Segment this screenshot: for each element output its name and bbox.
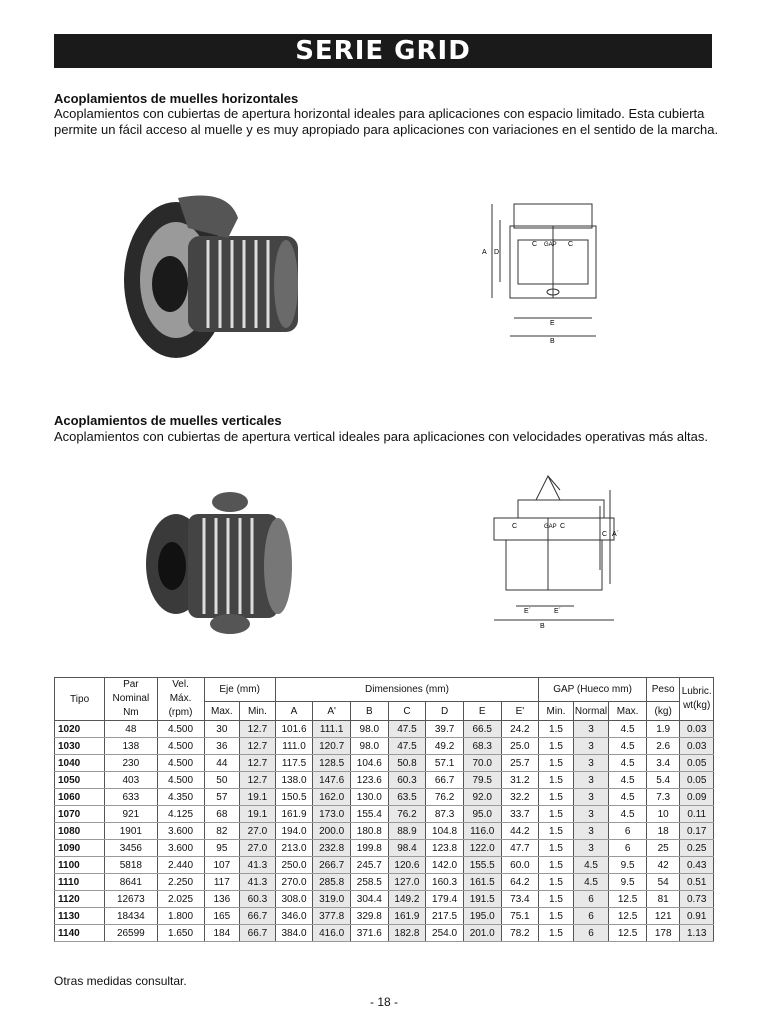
table-cell: 73.4 [501, 891, 539, 908]
dim-label-b: B [550, 338, 555, 345]
table-cell: 12.7 [240, 738, 276, 755]
table-row [55, 874, 714, 891]
table-cell: 101.6 [275, 721, 313, 738]
table-cell: 3 [573, 738, 609, 755]
table-cell: 104.6 [350, 755, 388, 772]
table-cell: 4.500 [157, 755, 204, 772]
table-cell-tipo: 1120 [55, 891, 105, 908]
table-cell: 60.3 [388, 772, 426, 789]
table-cell: 258.5 [350, 874, 388, 891]
header-vel: Vel. Máx. (rpm) [157, 678, 204, 721]
table-cell: 33.7 [501, 806, 539, 823]
header-dim-b: B [350, 702, 388, 721]
table-cell: 4.5 [609, 806, 647, 823]
table-row [55, 891, 714, 908]
table-cell: 12673 [105, 891, 157, 908]
horizontal-coupling-photo [118, 188, 298, 360]
table-cell: 88.9 [388, 823, 426, 840]
table-cell: 60.0 [501, 857, 539, 874]
table-cell: 122.0 [463, 840, 501, 857]
table-cell: 76.2 [426, 789, 464, 806]
table-cell: 25.0 [501, 738, 539, 755]
table-cell: 98.4 [388, 840, 426, 857]
table-cell: 116.0 [463, 823, 501, 840]
table-cell: 120.7 [313, 738, 351, 755]
table-cell: 0.05 [680, 772, 714, 789]
header-par: Par Nominal Nm [105, 678, 157, 721]
header-eje-min: Min. [240, 702, 276, 721]
dim-label-e-prime-2: E´ [554, 608, 561, 615]
table-cell: 66.7 [426, 772, 464, 789]
table-cell: 3 [573, 755, 609, 772]
table-cell: 155.5 [463, 857, 501, 874]
table-cell: 3 [573, 789, 609, 806]
table-cell: 199.8 [350, 840, 388, 857]
table-cell: 1.5 [539, 925, 574, 942]
dim-label-gap: GAP [544, 242, 557, 248]
table-cell: 6 [609, 840, 647, 857]
table-cell: 47.5 [388, 738, 426, 755]
table-cell: 44 [204, 755, 240, 772]
table-cell: 95 [204, 840, 240, 857]
table-cell: 3456 [105, 840, 157, 857]
table-cell: 1.5 [539, 840, 574, 857]
table-cell: 266.7 [313, 857, 351, 874]
dim-label-c-right: C [602, 531, 608, 538]
table-cell: 98.0 [350, 721, 388, 738]
dim-label-c2: C [560, 523, 566, 530]
table-cell: 10 [646, 806, 679, 823]
table-cell: 377.8 [313, 908, 351, 925]
table-cell: 4.5 [573, 857, 609, 874]
table-cell: 4.125 [157, 806, 204, 823]
table-cell: 201.0 [463, 925, 501, 942]
table-cell: 147.6 [313, 772, 351, 789]
table-cell: 230 [105, 755, 157, 772]
table-cell: 50.8 [388, 755, 426, 772]
table-cell: 63.5 [388, 789, 426, 806]
table-cell: 1.5 [539, 857, 574, 874]
specs-table [54, 677, 714, 942]
table-cell: 57 [204, 789, 240, 806]
table-row [55, 840, 714, 857]
table-cell: 2.6 [646, 738, 679, 755]
table-cell: 12.5 [609, 891, 647, 908]
table-cell: 200.0 [313, 823, 351, 840]
table-cell: 127.0 [388, 874, 426, 891]
table-cell: 2.025 [157, 891, 204, 908]
section-heading-vertical: Acoplamientos de muelles verticales [54, 413, 282, 428]
table-cell: 3.4 [646, 755, 679, 772]
table-cell: 0.73 [680, 891, 714, 908]
table-cell: 68 [204, 806, 240, 823]
table-cell: 346.0 [275, 908, 313, 925]
horizontal-coupling-drawing [478, 190, 618, 350]
table-cell: 1.5 [539, 789, 574, 806]
table-cell: 173.0 [313, 806, 351, 823]
table-cell: 7.3 [646, 789, 679, 806]
table-cell: 27.0 [240, 840, 276, 857]
table-cell: 0.05 [680, 755, 714, 772]
table-cell: 9.5 [609, 857, 647, 874]
table-cell: 3 [573, 823, 609, 840]
dim-label-e-prime-1: E´ [524, 608, 531, 615]
section-heading-horizontal: Acoplamientos de muelles horizontales [54, 91, 299, 106]
table-cell: 12.5 [609, 908, 647, 925]
table-row [55, 721, 714, 738]
table-cell: 254.0 [426, 925, 464, 942]
table-cell-tipo: 1050 [55, 772, 105, 789]
header-gap-min: Min. [539, 702, 574, 721]
vertical-coupling-drawing [488, 470, 628, 632]
table-cell: 68.3 [463, 738, 501, 755]
table-cell: 0.03 [680, 738, 714, 755]
header-peso: Peso [646, 678, 679, 702]
table-cell: 1.9 [646, 721, 679, 738]
table-cell: 107 [204, 857, 240, 874]
table-cell: 92.0 [463, 789, 501, 806]
table-cell: 50 [204, 772, 240, 789]
table-cell: 4.500 [157, 772, 204, 789]
header-eje-max: Max. [204, 702, 240, 721]
table-cell: 3.600 [157, 840, 204, 857]
table-cell: 57.1 [426, 755, 464, 772]
table-cell: 42 [646, 857, 679, 874]
table-cell: 149.2 [388, 891, 426, 908]
table-cell: 75.1 [501, 908, 539, 925]
table-cell: 270.0 [275, 874, 313, 891]
table-cell: 1.5 [539, 874, 574, 891]
table-cell: 121 [646, 908, 679, 925]
header-eje: Eje (mm) [204, 678, 275, 702]
table-cell: 30 [204, 721, 240, 738]
table-cell: 2.250 [157, 874, 204, 891]
header-peso-kg: (kg) [646, 702, 679, 721]
table-cell-tipo: 1140 [55, 925, 105, 942]
table-cell: 0.03 [680, 721, 714, 738]
header-gap-normal: Normal [573, 702, 609, 721]
dim-label-a: A [482, 249, 487, 256]
table-cell: 3 [573, 840, 609, 857]
header-dim-c: C [388, 702, 426, 721]
table-cell: 120.6 [388, 857, 426, 874]
table-cell: 304.4 [350, 891, 388, 908]
table-cell: 64.2 [501, 874, 539, 891]
header-lubric: Lubric. wt(kg) [680, 678, 714, 721]
table-cell: 142.0 [426, 857, 464, 874]
table-row [55, 823, 714, 840]
vertical-coupling-photo [138, 486, 298, 636]
section-text-horizontal: Acoplamientos con cubiertas de apertura horizontal ideales para aplicaciones con espacio limitado. Esta cubierta permite un fácil acceso al muelle y es muy apropiado para aplicaciones con variaciones en el sentido de la marcha. [54, 106, 719, 137]
table-cell: 161.5 [463, 874, 501, 891]
header-dimensiones: Dimensiones (mm) [275, 678, 539, 702]
header-dim-e: E [463, 702, 501, 721]
table-cell: 60.3 [240, 891, 276, 908]
table-row [55, 738, 714, 755]
table-cell: 26599 [105, 925, 157, 942]
table-cell: 633 [105, 789, 157, 806]
table-cell: 12.7 [240, 755, 276, 772]
table-cell: 104.8 [426, 823, 464, 840]
table-cell: 162.0 [313, 789, 351, 806]
table-cell: 130.0 [350, 789, 388, 806]
table-cell: 19.1 [240, 806, 276, 823]
table-cell-tipo: 1070 [55, 806, 105, 823]
table-cell: 25 [646, 840, 679, 857]
table-cell: 5.4 [646, 772, 679, 789]
table-cell: 79.5 [463, 772, 501, 789]
table-cell: 6 [609, 823, 647, 840]
table-cell: 308.0 [275, 891, 313, 908]
table-cell: 0.09 [680, 789, 714, 806]
page-number: - 18 - [369, 995, 398, 1009]
table-cell: 1.5 [539, 772, 574, 789]
header-dim-a: A [275, 702, 313, 721]
table-cell: 48 [105, 721, 157, 738]
table-cell: 4.5 [609, 755, 647, 772]
table-cell: 4.5 [609, 721, 647, 738]
table-cell-tipo: 1020 [55, 721, 105, 738]
table-cell: 1901 [105, 823, 157, 840]
header-dim-e-prime: E' [501, 702, 539, 721]
table-cell: 25.7 [501, 755, 539, 772]
table-cell: 49.2 [426, 738, 464, 755]
table-cell: 95.0 [463, 806, 501, 823]
table-cell: 191.5 [463, 891, 501, 908]
table-cell: 4.5 [573, 874, 609, 891]
table-cell: 66.5 [463, 721, 501, 738]
table-cell: 1.5 [539, 738, 574, 755]
table-cell: 5818 [105, 857, 157, 874]
table-cell: 117 [204, 874, 240, 891]
table-cell-tipo: 1040 [55, 755, 105, 772]
table-cell: 111.1 [313, 721, 351, 738]
table-cell: 138.0 [275, 772, 313, 789]
table-cell: 32.2 [501, 789, 539, 806]
table-cell: 128.5 [313, 755, 351, 772]
table-cell: 1.5 [539, 721, 574, 738]
table-cell: 24.2 [501, 721, 539, 738]
table-cell: 0.43 [680, 857, 714, 874]
table-cell: 41.3 [240, 874, 276, 891]
table-cell: 1.650 [157, 925, 204, 942]
table-cell: 47.7 [501, 840, 539, 857]
table-cell: 31.2 [501, 772, 539, 789]
table-cell: 319.0 [313, 891, 351, 908]
table-cell: 150.5 [275, 789, 313, 806]
table-cell-tipo: 1110 [55, 874, 105, 891]
table-cell: 213.0 [275, 840, 313, 857]
table-cell: 9.5 [609, 874, 647, 891]
table-cell: 39.7 [426, 721, 464, 738]
table-cell: 1.800 [157, 908, 204, 925]
table-cell: 194.0 [275, 823, 313, 840]
table-cell: 1.5 [539, 908, 574, 925]
footnote: Otras medidas consultar. [54, 974, 187, 988]
table-cell: 12.7 [240, 772, 276, 789]
table-cell: 66.7 [240, 925, 276, 942]
table-cell: 178 [646, 925, 679, 942]
table-cell: 0.25 [680, 840, 714, 857]
table-cell: 98.0 [350, 738, 388, 755]
section-text-vertical: Acoplamientos con cubiertas de apertura vertical ideales para aplicaciones con velocidades operativas más altas. [54, 429, 708, 444]
header-gap: GAP (Hueco mm) [539, 678, 647, 702]
table-cell: 19.1 [240, 789, 276, 806]
table-row [55, 806, 714, 823]
table-cell-tipo: 1030 [55, 738, 105, 755]
table-cell: 36 [204, 738, 240, 755]
table-cell: 123.8 [426, 840, 464, 857]
table-cell: 1.5 [539, 823, 574, 840]
table-cell-tipo: 1080 [55, 823, 105, 840]
dim-label-gap: GAP [544, 524, 557, 530]
table-cell: 27.0 [240, 823, 276, 840]
table-cell: 0.91 [680, 908, 714, 925]
table-cell: 82 [204, 823, 240, 840]
table-cell: 18434 [105, 908, 157, 925]
dim-label-b: B [540, 623, 545, 630]
dim-label-c1: C [512, 523, 518, 530]
table-row [55, 772, 714, 789]
table-cell: 41.3 [240, 857, 276, 874]
table-cell: 250.0 [275, 857, 313, 874]
table-cell: 47.5 [388, 721, 426, 738]
table-cell: 384.0 [275, 925, 313, 942]
table-row [55, 908, 714, 925]
table-cell: 1.5 [539, 891, 574, 908]
table-row [55, 789, 714, 806]
table-cell: 4.500 [157, 721, 204, 738]
table-cell: 123.6 [350, 772, 388, 789]
table-cell: 165 [204, 908, 240, 925]
table-cell: 6 [573, 925, 609, 942]
table-cell: 138 [105, 738, 157, 755]
table-cell: 179.4 [426, 891, 464, 908]
table-cell: 195.0 [463, 908, 501, 925]
table-cell-tipo: 1130 [55, 908, 105, 925]
table-cell: 4.350 [157, 789, 204, 806]
dim-label-c1: C [532, 241, 538, 248]
table-cell: 4.5 [609, 738, 647, 755]
table-cell: 4.5 [609, 772, 647, 789]
table-cell: 3.600 [157, 823, 204, 840]
table-cell-tipo: 1060 [55, 789, 105, 806]
table-cell: 180.8 [350, 823, 388, 840]
table-cell: 76.2 [388, 806, 426, 823]
table-cell: 1.5 [539, 806, 574, 823]
dim-label-a-prime: A´ [612, 531, 619, 538]
table-cell-tipo: 1090 [55, 840, 105, 857]
table-cell: 245.7 [350, 857, 388, 874]
table-row [55, 925, 714, 942]
table-cell: 117.5 [275, 755, 313, 772]
table-cell: 44.2 [501, 823, 539, 840]
dim-label-e: E [550, 320, 555, 327]
table-cell: 54 [646, 874, 679, 891]
table-row [55, 857, 714, 874]
table-cell: 78.2 [501, 925, 539, 942]
table-cell: 921 [105, 806, 157, 823]
table-cell: 0.17 [680, 823, 714, 840]
table-cell: 161.9 [388, 908, 426, 925]
table-cell: 0.11 [680, 806, 714, 823]
table-row [55, 755, 714, 772]
table-cell-tipo: 1100 [55, 857, 105, 874]
header-tipo: Tipo [55, 678, 105, 721]
table-cell: 1.13 [680, 925, 714, 942]
table-cell: 4.5 [609, 789, 647, 806]
table-cell: 6 [573, 908, 609, 925]
table-cell: 3 [573, 806, 609, 823]
table-cell: 182.8 [388, 925, 426, 942]
header-dim-a-prime: A' [313, 702, 351, 721]
header-gap-max: Max. [609, 702, 647, 721]
table-cell: 329.8 [350, 908, 388, 925]
table-cell: 4.500 [157, 738, 204, 755]
specs-table-body [55, 721, 714, 942]
table-cell: 81 [646, 891, 679, 908]
table-cell: 8641 [105, 874, 157, 891]
table-cell: 111.0 [275, 738, 313, 755]
table-cell: 184 [204, 925, 240, 942]
table-cell: 87.3 [426, 806, 464, 823]
table-cell: 285.8 [313, 874, 351, 891]
table-cell: 3 [573, 721, 609, 738]
table-cell: 12.5 [609, 925, 647, 942]
table-cell: 1.5 [539, 755, 574, 772]
table-cell: 161.9 [275, 806, 313, 823]
table-cell: 136 [204, 891, 240, 908]
page-title: SERIE GRID [54, 34, 712, 68]
dim-label-c2: C [568, 241, 574, 248]
table-cell: 416.0 [313, 925, 351, 942]
table-cell: 6 [573, 891, 609, 908]
table-cell: 18 [646, 823, 679, 840]
table-cell: 3 [573, 772, 609, 789]
table-cell: 232.8 [313, 840, 351, 857]
dim-label-d: D [494, 249, 500, 256]
header-dim-d: D [426, 702, 464, 721]
table-cell: 2.440 [157, 857, 204, 874]
table-cell: 160.3 [426, 874, 464, 891]
table-cell: 217.5 [426, 908, 464, 925]
table-cell: 403 [105, 772, 157, 789]
table-cell: 155.4 [350, 806, 388, 823]
table-cell: 66.7 [240, 908, 276, 925]
table-cell: 371.6 [350, 925, 388, 942]
table-cell: 12.7 [240, 721, 276, 738]
table-cell: 0.51 [680, 874, 714, 891]
table-cell: 70.0 [463, 755, 501, 772]
